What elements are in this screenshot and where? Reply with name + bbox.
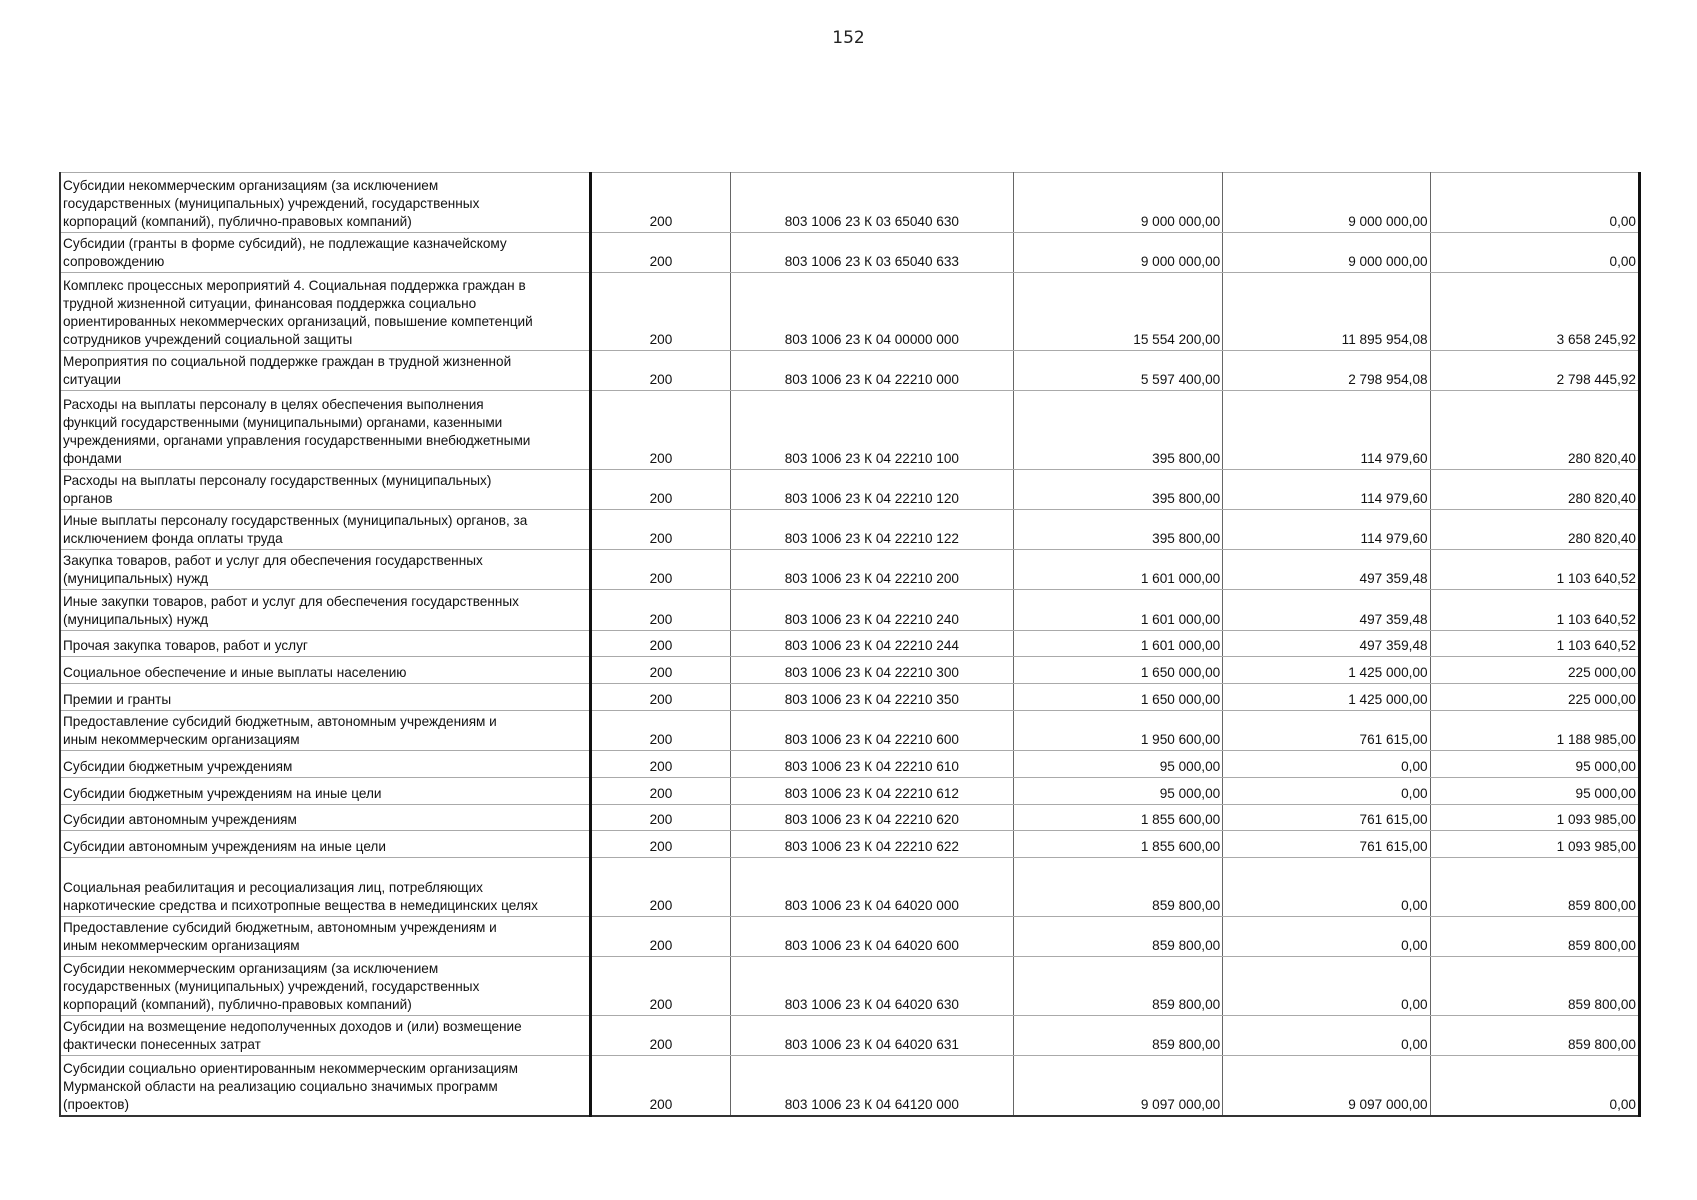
row-executed: 0,00 [1223,1016,1430,1056]
row-approved: 95 000,00 [1013,778,1222,805]
row-code: 200 [591,858,731,917]
row-remaining: 0,00 [1430,173,1639,233]
row-executed: 114 979,60 [1223,391,1430,470]
row-executed: 1 425 000,00 [1223,657,1430,684]
table-row [60,711,1640,751]
row-remaining: 859 800,00 [1430,1016,1639,1056]
row-kbk: 803 1006 23 К 04 64120 000 [730,1056,1013,1116]
row-executed: 114 979,60 [1223,510,1430,550]
row-name: Субсидии автономным учреждениям [60,805,591,831]
table-row [60,233,1640,273]
row-name: Комплекс процессных мероприятий 4. Социальная поддержка граждан в трудной жизненной ситуации, финансовая поддержка социально ориентированных некоммерческих организаций, повышение компетенций сотрудников учреждений социальной защиты [60,273,591,351]
row-remaining: 225 000,00 [1430,657,1639,684]
row-name: Субсидии некоммерческим организациям (за исключением государственных (муниципальных) учреждений, государственных корпораций (компаний), публично-правовых компаний) [60,957,591,1016]
row-remaining: 1 103 640,52 [1430,631,1639,657]
row-name: Социальная реабилитация и ресоциализация лиц, потребляющих наркотические средства и психотропные вещества в немедицинских целях [60,858,591,917]
row-approved: 395 800,00 [1013,510,1222,550]
row-executed: 761 615,00 [1223,805,1430,831]
row-approved: 5 597 400,00 [1013,351,1222,391]
table-row [60,273,1640,351]
table-row [60,778,1640,805]
row-code: 200 [591,391,731,470]
row-approved: 1 601 000,00 [1013,631,1222,657]
row-remaining: 859 800,00 [1430,957,1639,1016]
row-code: 200 [591,657,731,684]
page-number: 152 [832,28,865,48]
row-code: 200 [591,590,731,631]
row-approved: 859 800,00 [1013,1016,1222,1056]
row-approved: 859 800,00 [1013,858,1222,917]
row-remaining: 1 093 985,00 [1430,831,1639,858]
row-approved: 859 800,00 [1013,917,1222,957]
table-row [60,510,1640,550]
budget-table [59,172,1641,1117]
row-remaining: 95 000,00 [1430,751,1639,778]
row-kbk: 803 1006 23 К 03 65040 630 [730,173,1013,233]
row-executed: 761 615,00 [1223,831,1430,858]
table-row [60,917,1640,957]
row-code: 200 [591,1016,731,1056]
row-remaining: 1 103 640,52 [1430,550,1639,590]
row-kbk: 803 1006 23 К 04 22210 244 [730,631,1013,657]
row-code: 200 [591,351,731,391]
row-name: Предоставление субсидий бюджетным, автономным учреждениям и иным некоммерческим организациям [60,917,591,957]
table-row [60,351,1640,391]
row-remaining: 0,00 [1430,233,1639,273]
row-approved: 1 855 600,00 [1013,831,1222,858]
row-approved: 1 650 000,00 [1013,657,1222,684]
table-row [60,1056,1640,1116]
row-kbk: 803 1006 23 К 04 64020 600 [730,917,1013,957]
row-kbk: 803 1006 23 К 04 64020 630 [730,957,1013,1016]
row-approved: 1 601 000,00 [1013,550,1222,590]
row-kbk: 803 1006 23 К 04 22210 620 [730,805,1013,831]
row-code: 200 [591,751,731,778]
row-kbk: 803 1006 23 К 04 22210 300 [730,657,1013,684]
table-row [60,550,1640,590]
row-executed: 0,00 [1223,957,1430,1016]
row-approved: 1 601 000,00 [1013,590,1222,631]
row-executed: 9 000 000,00 [1223,233,1430,273]
table-row [60,590,1640,631]
row-remaining: 1 103 640,52 [1430,590,1639,631]
row-code: 200 [591,917,731,957]
row-approved: 95 000,00 [1013,751,1222,778]
row-code: 200 [591,831,731,858]
row-executed: 497 359,48 [1223,631,1430,657]
row-executed: 0,00 [1223,858,1430,917]
row-name: Иные закупки товаров, работ и услуг для обеспечения государственных (муниципальных) нужд [60,590,591,631]
row-name: Предоставление субсидий бюджетным, автономным учреждениям и иным некоммерческим организациям [60,711,591,751]
row-executed: 11 895 954,08 [1223,273,1430,351]
row-kbk: 803 1006 23 К 04 22210 200 [730,550,1013,590]
row-code: 200 [591,1056,731,1116]
row-executed: 0,00 [1223,917,1430,957]
table-row [60,805,1640,831]
row-executed: 9 000 000,00 [1223,173,1430,233]
row-name: Иные выплаты персоналу государственных (муниципальных) органов, за исключением фонда оплаты труда [60,510,591,550]
row-remaining: 3 658 245,92 [1430,273,1639,351]
row-approved: 9 097 000,00 [1013,1056,1222,1116]
row-approved: 1 855 600,00 [1013,805,1222,831]
row-approved: 9 000 000,00 [1013,233,1222,273]
table-row [60,1016,1640,1056]
row-remaining: 1 093 985,00 [1430,805,1639,831]
table-row [60,470,1640,510]
table-row [60,657,1640,684]
row-remaining: 95 000,00 [1430,778,1639,805]
table-row [60,831,1640,858]
row-remaining: 859 800,00 [1430,858,1639,917]
row-approved: 395 800,00 [1013,391,1222,470]
row-kbk: 803 1006 23 К 04 22210 122 [730,510,1013,550]
row-executed: 497 359,48 [1223,550,1430,590]
row-executed: 761 615,00 [1223,711,1430,751]
row-kbk: 803 1006 23 К 04 22210 350 [730,684,1013,711]
row-kbk: 803 1006 23 К 04 22210 612 [730,778,1013,805]
row-approved: 1 950 600,00 [1013,711,1222,751]
row-kbk: 803 1006 23 К 04 22210 000 [730,351,1013,391]
row-kbk: 803 1006 23 К 04 22210 610 [730,751,1013,778]
row-name: Расходы на выплаты персоналу государственных (муниципальных) органов [60,470,591,510]
row-code: 200 [591,173,731,233]
row-executed: 114 979,60 [1223,470,1430,510]
row-executed: 1 425 000,00 [1223,684,1430,711]
row-remaining: 2 798 445,92 [1430,351,1639,391]
row-code: 200 [591,631,731,657]
row-approved: 9 000 000,00 [1013,173,1222,233]
row-code: 200 [591,684,731,711]
row-executed: 0,00 [1223,778,1430,805]
row-code: 200 [591,711,731,751]
row-executed: 9 097 000,00 [1223,1056,1430,1116]
row-remaining: 280 820,40 [1430,510,1639,550]
row-code: 200 [591,233,731,273]
table-row [60,684,1640,711]
row-name: Субсидии автономным учреждениям на иные цели [60,831,591,858]
row-kbk: 803 1006 23 К 04 64020 000 [730,858,1013,917]
row-approved: 15 554 200,00 [1013,273,1222,351]
row-name: Субсидии бюджетным учреждениям на иные цели [60,778,591,805]
row-remaining: 225 000,00 [1430,684,1639,711]
row-remaining: 1 188 985,00 [1430,711,1639,751]
table-row [60,391,1640,470]
row-kbk: 803 1006 23 К 03 65040 633 [730,233,1013,273]
row-name: Расходы на выплаты персоналу в целях обеспечения выполнения функций государственными (муниципальными) органами, казенными учреждениями, органами управления государственными внебюджетными фондами [60,391,591,470]
row-name: Субсидии некоммерческим организациям (за исключением государственных (муниципальных) учреждений, государственных корпораций (компаний), публично-правовых компаний) [60,173,591,233]
row-executed: 2 798 954,08 [1223,351,1430,391]
row-name: Субсидии социально ориентированным некоммерческим организациям Мурманской области на реализацию социально значимых программ (проектов) [60,1056,591,1116]
row-kbk: 803 1006 23 К 04 00000 000 [730,273,1013,351]
row-code: 200 [591,470,731,510]
row-code: 200 [591,273,731,351]
row-remaining: 280 820,40 [1430,391,1639,470]
row-approved: 395 800,00 [1013,470,1222,510]
table-row [60,751,1640,778]
row-executed: 497 359,48 [1223,590,1430,631]
row-kbk: 803 1006 23 К 04 22210 120 [730,470,1013,510]
row-name: Премии и гранты [60,684,591,711]
row-kbk: 803 1006 23 К 04 22210 100 [730,391,1013,470]
row-kbk: 803 1006 23 К 04 22210 240 [730,590,1013,631]
row-kbk: 803 1006 23 К 04 22210 622 [730,831,1013,858]
row-remaining: 0,00 [1430,1056,1639,1116]
table-row [60,858,1640,917]
row-approved: 1 650 000,00 [1013,684,1222,711]
row-name: Прочая закупка товаров, работ и услуг [60,631,591,657]
table-row [60,957,1640,1016]
row-code: 200 [591,550,731,590]
table-row [60,631,1640,657]
row-kbk: 803 1006 23 К 04 64020 631 [730,1016,1013,1056]
row-code: 200 [591,510,731,550]
row-name: Субсидии (гранты в форме субсидий), не подлежащие казначейскому сопровождению [60,233,591,273]
row-name: Социальное обеспечение и иные выплаты населению [60,657,591,684]
row-code: 200 [591,957,731,1016]
row-name: Закупка товаров, работ и услуг для обеспечения государственных (муниципальных) нужд [60,550,591,590]
row-executed: 0,00 [1223,751,1430,778]
row-code: 200 [591,805,731,831]
row-name: Мероприятия по социальной поддержке граждан в трудной жизненной ситуации [60,351,591,391]
row-name: Субсидии бюджетным учреждениям [60,751,591,778]
row-code: 200 [591,778,731,805]
row-name: Субсидии на возмещение недополученных доходов и (или) возмещение фактически понесенных затрат [60,1016,591,1056]
table-row [60,173,1640,233]
row-kbk: 803 1006 23 К 04 22210 600 [730,711,1013,751]
row-remaining: 859 800,00 [1430,917,1639,957]
row-remaining: 280 820,40 [1430,470,1639,510]
row-approved: 859 800,00 [1013,957,1222,1016]
